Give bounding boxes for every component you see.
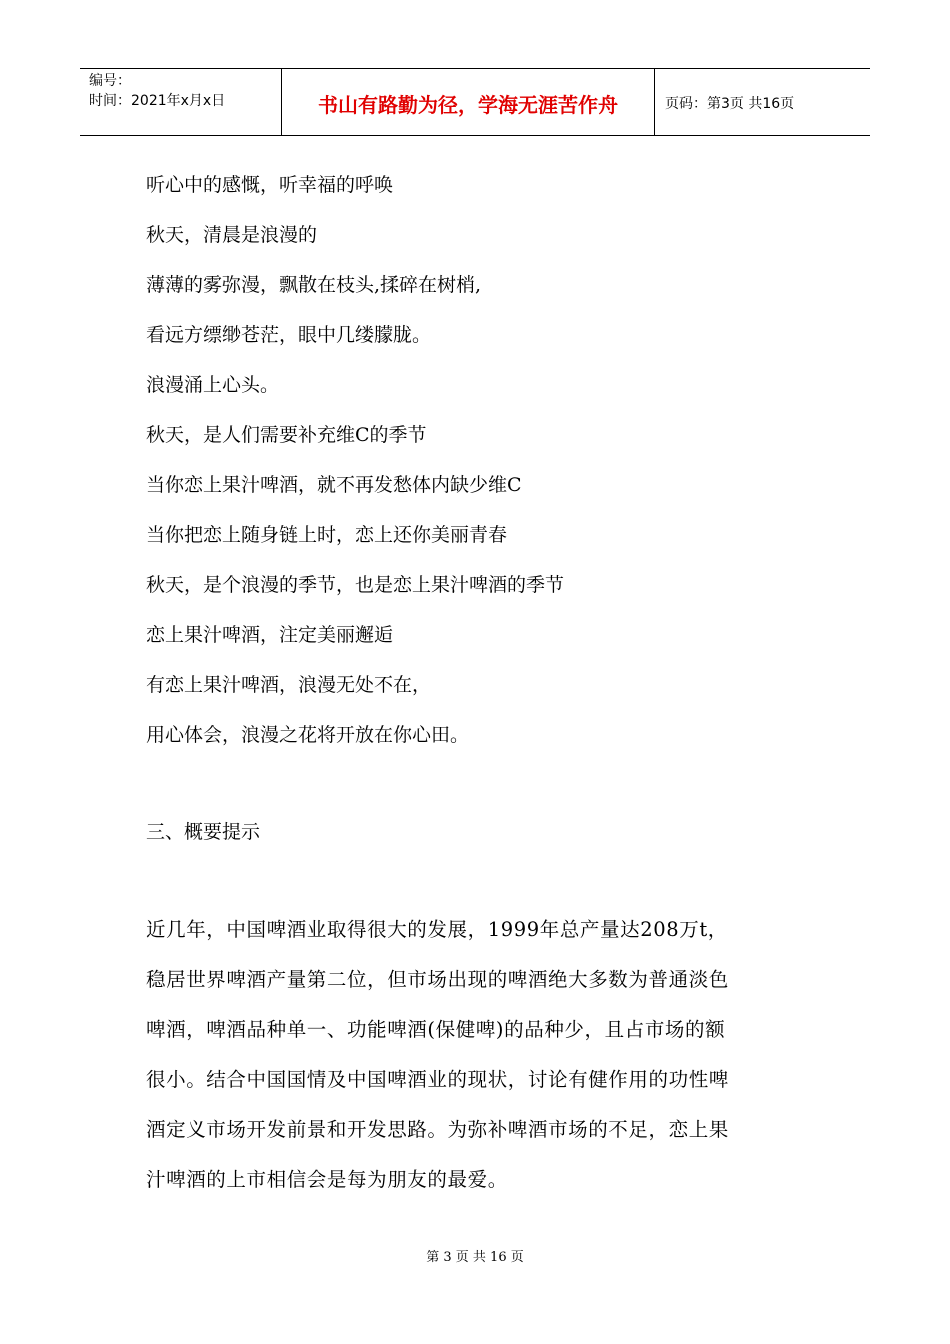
paragraph-line: 汁啤酒的上市相信会是每为朋友的最爱。 [146, 1168, 508, 1191]
poem-line: 秋天，清晨是浪漫的 [146, 224, 318, 246]
summary-paragraph [146, 905, 811, 1205]
poem-line: 当你把恋上随身链上时，恋上还你美丽青春 [146, 524, 508, 546]
paragraph-line: 很小。结合中国国情及中国啤酒业的现状，讨论有健作用的功性啤 [146, 1068, 729, 1091]
poem-line: 恋上果汁啤酒，注定美丽邂逅 [146, 624, 394, 646]
poem-line: 有恋上果汁啤酒，浪漫无处不在， [146, 674, 432, 696]
number-label: 编号： [89, 73, 131, 89]
paragraph-line: 酒定义市场开发前景和开发思路。为弥补啤酒市场的不足，恋上果 [146, 1118, 729, 1141]
page-footer: 第 3 页 共 16 页 [426, 1250, 524, 1265]
paragraph-line: 近几年，中国啤酒业取得很大的发展，1999年总产量达208万t， [146, 918, 728, 941]
page-header [80, 68, 870, 136]
header-page-info: 页码：第3页 共16页 [665, 96, 795, 112]
poem-line: 看远方缥缈苍茫，眼中几缕朦胧。 [146, 324, 432, 346]
poem-line: 秋天，是人们需要补充维C的季节 [146, 424, 427, 446]
poem-line: 用心体会，浪漫之花将开放在你心田。 [146, 724, 470, 746]
poem-line: 浪漫涌上心头。 [146, 374, 280, 396]
poem-block [146, 160, 826, 760]
poem-line: 听心中的感慨，听幸福的呼唤 [146, 174, 394, 196]
paragraph-line: 啤酒，啤酒品种单一、功能啤酒(保健啤)的品种少，且占市场的额 [146, 1018, 726, 1041]
poem-line: 当你恋上果汁啤酒，就不再发愁体内缺少维C [146, 474, 522, 496]
paragraph-line: 稳居世界啤酒产量第二位，但市场出现的啤酒绝大多数为普通淡色 [146, 968, 729, 991]
time-label: 时间：2021年x月x日 [89, 93, 226, 109]
header-meta [80, 69, 282, 135]
poem-line: 薄薄的雾弥漫，飘散在枝头,揉碎在树梢, [146, 274, 482, 296]
header-motto: 书山有路勤为径，学海无涯苦作舟 [282, 69, 655, 135]
section-heading: 三、概要提示 [146, 821, 261, 843]
poem-line: 秋天，是个浪漫的季节，也是恋上果汁啤酒的季节 [146, 574, 565, 596]
